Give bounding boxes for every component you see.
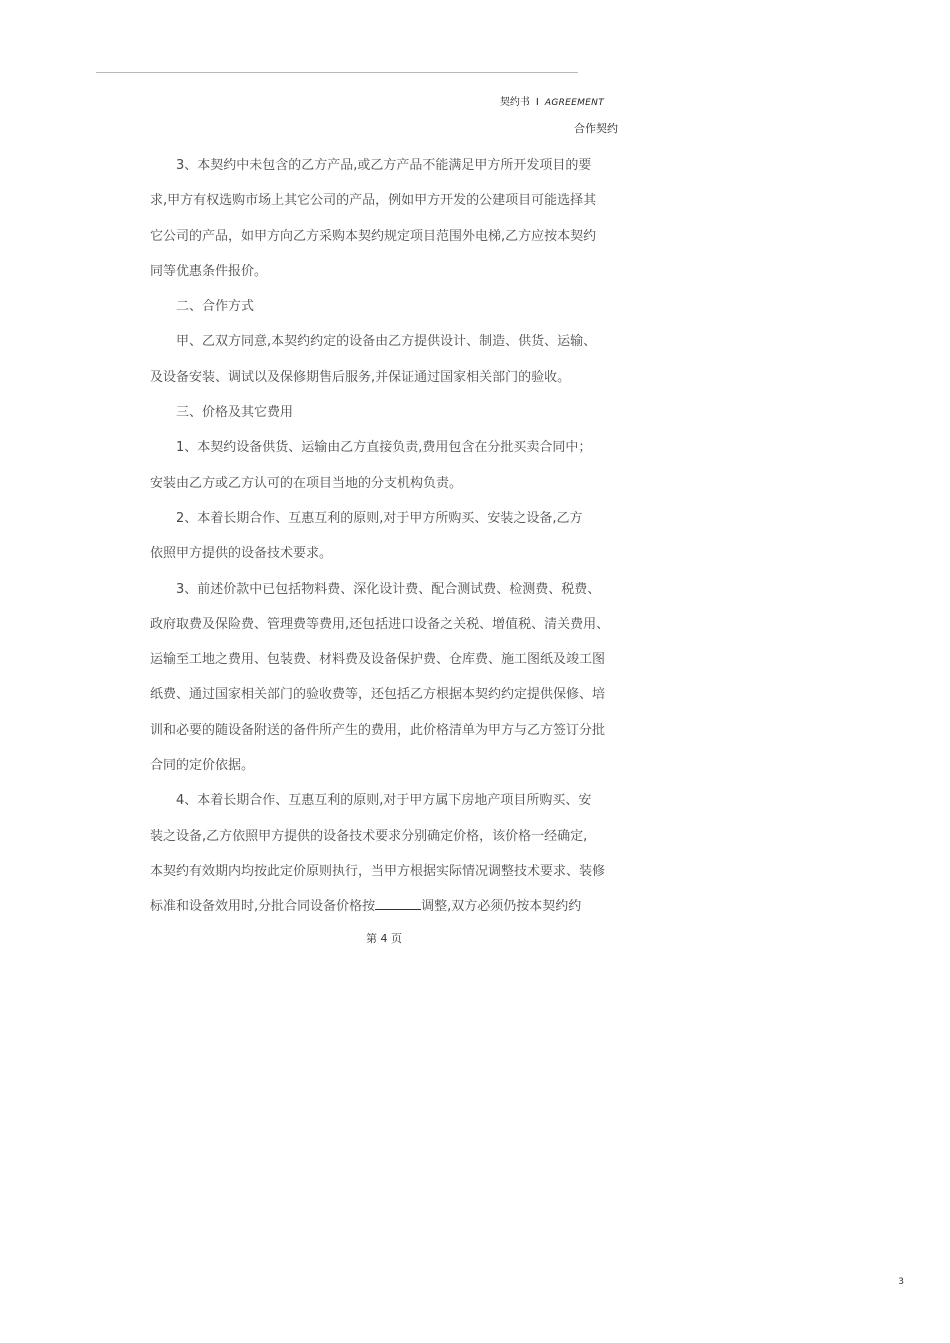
body-line: 政府取费及保险费、管理费等费用,还包括进口设备之关税、增值税、清关费用、 [150, 616, 610, 632]
footer-page-number: 4 [380, 932, 388, 945]
header-title-en: AGREEMENT [544, 98, 604, 108]
body-line: 合同的定价依据。 [150, 758, 255, 774]
body-line: 及设备安装、调试以及保修期售后服务,并保证通过国家相关部门的验收。 [150, 369, 571, 385]
body-line: 求,甲方有权选购市场上其它公司的产品，例如甲方开发的公建项目可能选择其 [150, 193, 597, 209]
body-line: 安装由乙方或乙方认可的在项目当地的分支机构负责。 [150, 475, 463, 491]
body-line: 甲、乙双方同意,本契约约定的设备由乙方提供设计、制造、供货、运输、 [176, 334, 597, 350]
header-subtitle: 合作契约 [574, 122, 618, 135]
body-line: 本契约有效期内均按此定价原则执行，当甲方根据实际情况调整技术要求、装修 [150, 863, 606, 879]
body-line: 3、前述价款中已包括物料费、深化设计费、配合测试费、检测费、税费、 [176, 581, 601, 597]
body-line: 1、本契约设备供货、运输由乙方直接负责,费用包含在分批买卖合同中； [176, 440, 592, 456]
document-header [500, 93, 604, 108]
header-title-cn: 契约书 [499, 97, 530, 108]
header-separator: I [535, 97, 539, 108]
body-line: 同等优惠条件报价。 [150, 263, 268, 279]
body-line: 纸费、通过国家相关部门的验收费等，还包括乙方根据本契约约定提供保修、培 [150, 687, 606, 703]
contract-body [150, 148, 620, 925]
body-line: 训和必要的随设备附送的备件所产生的费用，此价格清单为甲方与乙方签订分批 [150, 722, 606, 738]
page-footer [366, 930, 402, 946]
body-line: 它公司的产品，如甲方向乙方采购本契约规定项目范围外电梯,乙方应按本契约 [150, 228, 597, 244]
blank-suffix-text: 调整,双方必须仍按本契约约 [421, 899, 582, 915]
body-line: 运输至工地之费用、包装费、材料费及设备保护费、仓库费、施工图纸及竣工图 [150, 652, 606, 668]
body-line: 4、本着长期合作、互惠互利的原则,对于甲方属下房地产项目所购买、安 [176, 793, 592, 809]
footer-prefix: 第 [366, 932, 377, 945]
page-number: 3 [898, 1277, 904, 1287]
body-line: 装之设备,乙方依照甲方提供的设备技术要求分别确定价格，该价格一经确定, [150, 828, 588, 844]
section-heading: 二、合作方式 [176, 299, 255, 315]
header-rule [96, 72, 578, 73]
fill-in-blank[interactable] [375, 897, 421, 910]
section-heading: 三、价格及其它费用 [176, 405, 294, 421]
body-line: 依照甲方提供的设备技术要求。 [150, 546, 333, 562]
body-line: 3、本契约中未包含的乙方产品,或乙方产品不能满足甲方所开发项目的要 [176, 158, 592, 173]
footer-suffix: 页 [391, 932, 402, 945]
body-line: 2、本着长期合作、互惠互利的原则,对于甲方所购买、安装之设备,乙方 [176, 510, 583, 526]
body-line-with-blank [150, 889, 620, 924]
blank-prefix-text: 标准和设备效用时,分批合同设备价格按 [150, 899, 376, 915]
